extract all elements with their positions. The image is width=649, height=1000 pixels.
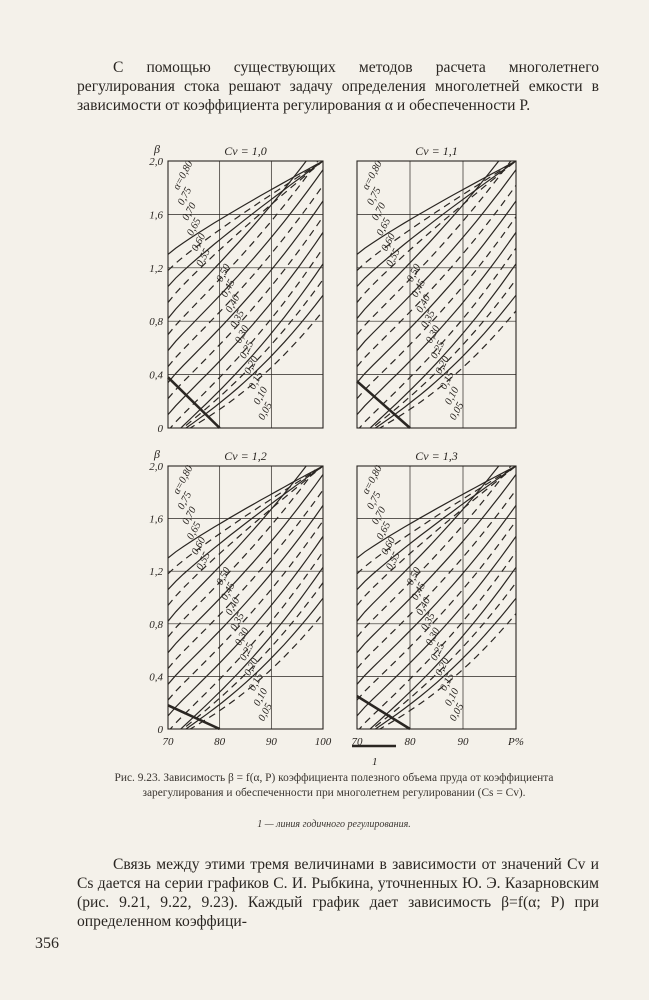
alpha-curve — [168, 232, 323, 414]
alpha-curve-label: 0,40 — [414, 595, 433, 618]
y-tick-label: 1,6 — [149, 209, 163, 222]
figure-caption-legend: 1 — линия годичного регулирования. — [257, 819, 411, 830]
alpha-curve-label: 0,30 — [424, 323, 443, 346]
x-tick-label: 90 — [265, 736, 277, 748]
y-tick-label: 0,8 — [149, 618, 163, 631]
alpha-curve-label: 0,15 — [247, 671, 266, 693]
figure-caption: Рис. 9.23. Зависимость β = f(α, P) коэффициента полезного объема пруда от коэффициента зарегулирования и обеспеченности при многолетнем регулировании (Cs = Cv). — [114, 772, 554, 799]
y-tick-label: 2,0 — [149, 156, 163, 168]
x-tick-label: 70 — [162, 736, 174, 748]
alpha-curve-label: α=0,80 — [171, 159, 196, 192]
alpha-curve-label: 0,60 — [379, 535, 398, 557]
alpha-curve-label: 0,35 — [228, 308, 247, 330]
alpha-curve-label: 0,20 — [433, 354, 453, 377]
alpha-curve-label: 0,10 — [443, 686, 462, 709]
x-tick-label: P% — [508, 736, 524, 748]
y-tick-label: 0,4 — [149, 369, 163, 382]
y-axis-label: β — [154, 447, 160, 461]
alpha-curve-label: 0,40 — [223, 595, 243, 618]
alpha-curve-label: 0,25 — [237, 339, 257, 361]
alpha-curve-label: 0,40 — [414, 293, 433, 315]
alpha-curve-label: 0,75 — [175, 185, 195, 208]
y-axis-label: β — [154, 142, 160, 156]
alpha-curve-label: 0,45 — [219, 277, 238, 300]
alpha-curve-label: 0,30 — [233, 626, 252, 648]
alpha-curve-label: 0,15 — [247, 369, 266, 392]
alpha-curve-label: 0,05 — [256, 701, 275, 724]
alpha-curve-label: 0,10 — [251, 385, 271, 407]
alpha-curve-label: 0,15 — [438, 369, 457, 392]
body-paragraph: Связь между этими тремя величинами в зависимости от значений Cv и Cs дается на серии графиков С. И. Рыбкина, уточненных Ю. Э. Казарновским (рис. 9.21, 9.22, 9.23). Каждый график дает зависимость β=f(α; P) при определенном коэффици- — [77, 856, 599, 930]
alpha-curve-label: 0,65 — [374, 216, 394, 238]
x-tick-label: 80 — [404, 736, 416, 748]
panel-title: Cv = 1,1 — [415, 144, 458, 158]
y-tick-label: 1,2 — [149, 262, 163, 275]
alpha-curve-label: 0,50 — [405, 565, 424, 588]
alpha-curve-label: 0,55 — [194, 247, 213, 269]
alpha-curve-label: 0,10 — [251, 686, 271, 709]
x-tick-label: 70 — [351, 736, 363, 748]
alpha-curve-label: 0,50 — [214, 565, 234, 588]
page-number: 356 — [35, 935, 59, 952]
alpha-curve-label: 0,70 — [370, 201, 389, 223]
alpha-curve-label: 0,65 — [374, 520, 394, 542]
alpha-curve-label: 0,25 — [428, 339, 448, 361]
alpha-curve-label: 0,30 — [233, 323, 252, 346]
x-tick-label: 100 — [314, 736, 332, 748]
alpha-curve-label: α=0,80 — [360, 159, 385, 192]
x-tick-label: 90 — [457, 736, 469, 748]
alpha-curve-label: 0,05 — [447, 400, 467, 423]
alpha-curve-label: 0,50 — [405, 262, 424, 284]
alpha-curve-label: 0,70 — [180, 505, 199, 527]
alpha-curve-label: 0,45 — [219, 580, 238, 603]
alpha-curve-label: 0,70 — [180, 201, 199, 223]
alpha-curve-label: 0,10 — [443, 385, 462, 407]
panel-title: Cv = 1,0 — [224, 144, 267, 158]
alpha-curve-label: 0,45 — [409, 277, 429, 300]
alpha-curve-label: 0,65 — [185, 520, 204, 542]
alpha-curve-label: 0,25 — [428, 641, 448, 663]
alpha-curve-label: 0,15 — [438, 671, 457, 693]
intro-paragraph: С помощью существующих методов расчета многолетнего регулирования стока решают задачу определения многолетней емкости в зависимости от коэффициента регулирования α и обеспеченности P. — [77, 59, 599, 114]
alpha-curve-label: 0,20 — [242, 656, 261, 678]
alpha-curve-label: 0,60 — [189, 231, 209, 254]
alpha-curve-label: 0,75 — [175, 490, 195, 512]
alpha-curve-label: 0,05 — [447, 701, 467, 724]
y-tick-label: 2,0 — [149, 461, 163, 473]
y-tick-label: 0,4 — [149, 671, 163, 684]
alpha-curve-label: 0,20 — [242, 354, 261, 377]
alpha-curve-label: 0,70 — [370, 505, 389, 527]
alpha-curve-label: 0,35 — [419, 308, 438, 330]
alpha-curve-label: 0,25 — [237, 641, 257, 663]
alpha-curve-label: 0,40 — [223, 293, 243, 315]
panel-title: Cv = 1,2 — [224, 449, 267, 463]
alpha-curve-label: α=0,80 — [171, 463, 196, 497]
alpha-curve-label: 0,35 — [228, 611, 247, 633]
alpha-curve-label: 0,60 — [379, 231, 398, 254]
alpha-curve-label: 0,55 — [384, 550, 403, 572]
alpha-curve-label: 0,60 — [189, 535, 209, 557]
y-tick-label: 0,8 — [149, 316, 163, 329]
y-tick-label: 1,2 — [149, 566, 163, 579]
alpha-curve-label: 0,55 — [384, 247, 403, 269]
y-tick-label: 1,6 — [149, 513, 163, 526]
legend-label-1: 1 — [372, 756, 378, 768]
alpha-curve-label: α=0,80 — [360, 463, 385, 497]
alpha-curve-label: 0,75 — [365, 490, 384, 512]
x-tick-label: 80 — [214, 736, 226, 748]
alpha-curve-label: 0,05 — [256, 400, 275, 423]
y-tick-label: 0 — [157, 423, 163, 435]
alpha-curve-label: 0,75 — [365, 185, 384, 208]
alpha-curve-label: 0,45 — [409, 580, 429, 603]
y-tick-label: 0 — [157, 724, 163, 736]
alpha-curve — [168, 170, 323, 351]
alpha-curve-label: 0,50 — [214, 262, 234, 284]
alpha-curve-label: 0,30 — [424, 626, 443, 648]
alpha-curve-label: 0,20 — [433, 656, 453, 678]
alpha-curve-label: 0,55 — [194, 550, 213, 572]
alpha-curve-label: 0,65 — [185, 216, 204, 238]
annual-regulation-line — [168, 705, 220, 729]
panel-title: Cv = 1,3 — [415, 449, 458, 463]
alpha-curve-label: 0,35 — [419, 611, 438, 633]
alpha-curve — [168, 475, 323, 653]
